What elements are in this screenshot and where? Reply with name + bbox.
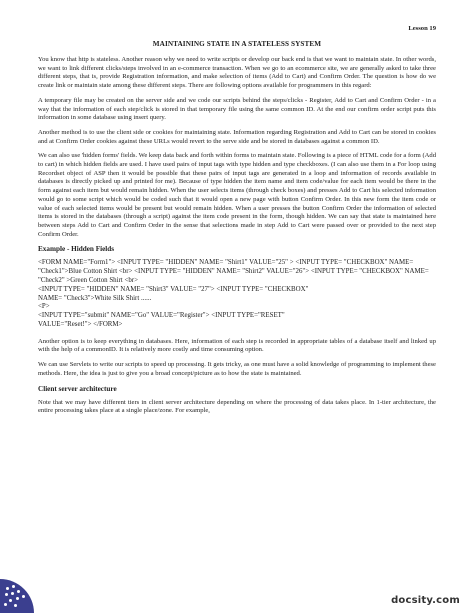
paragraph-cookies: Another method is to use the client side or cookies for maintaining state. Information regarding Registration and Add to Cart can be stored in cookies and at Confirm Order cookies against these URLs would revert to the serve side and be stored in databases against a common ID.	[38, 128, 436, 145]
page-title: MAINTAINING STATE IN A STATELESS SYSTEM	[152, 40, 322, 48]
paragraph-client-server: Note that we may have different tiers in client server architecture depending on where the processing of data takes place. In 1-tier architecture, the entire processing takes place at a single place/zone. For example,	[38, 398, 436, 415]
code-line: NAME= "Check3">White Silk Shirt ......	[38, 294, 152, 302]
docsity-watermark[interactable]: docsity.com	[391, 595, 460, 606]
code-example	[38, 259, 436, 329]
docsity-logo-icon	[0, 579, 34, 613]
code-line: <P>	[38, 303, 50, 311]
example-heading: Example - Hidden Fields	[38, 245, 115, 254]
paragraph-databases: Another option is to keep everything in databases. Here, information of each step is recorded in appropriate tables of a database itself and linked up with the help of a commonID. It is relatively more costly and time consuming option.	[38, 337, 436, 354]
code-line: <INPUT TYPE="submit" NAME="Go" VALUE="Register"> <INPUT TYPE="RESET"	[38, 312, 285, 320]
paragraph-temp-file: A temporary file may be created on the server side and we code our scripts behind the steps/clicks - Register, Add to Cart and Confirm Order - in a way that the information of each step/click is stored in that temporary file using the same common ID. At the end our confirm order script puts this information in some database using insert query.	[38, 96, 436, 122]
code-line: VALUE="Reset!"> </FORM>	[38, 320, 123, 328]
paragraph-hidden-forms: We can also use 'hidden forms' fields. We keep data back and forth within forms to maintain state. Following is a piece of HTML code for a form (Add to cart) in which hidden fields are used. I have used pairs of input tags with type hidden and type checkboxes. (I can also use them in a For loop using Recordset object of ASP then it would be possible that these pairs of input tags are generated in a loop and information of records available in databases is directly picked up and printed for me). Because of type hidden the item name and item code/value for each item would be there in the form against each item but would remain hidden. When the user selects items (through check boxes) and presses Add to Cart his selected information would go to some script which would be coded such that it would open a new page with button Confirm Order. In this new form the item code or value of each selected items would be present but would remain hidden. When a user presses the button Confirm Order the information of selected items is stored in the databases (through a script) against the item code present in the form, though hidden. We can say that state is maintained here between steps Add to Cart and Confirm Order in the sense that selections made in step Add to Cart were passed over or provided to the next step Confirm Order.	[38, 152, 436, 238]
paragraph-intro: You know that http is stateless. Another reason why we need to write scripts or develop our back end is that we want to maintain state. In other words, we want to link different clicks/steps involved in an e-commerce transaction. When we go to an ecommerce site, we are generally asked to take three different steps, that is, provide Registration information, and make selection of items (Add to Cart) and Confirm Order. The question is how do we create link or maintain state among these different steps. There are following options available for programmers in this regard:	[38, 56, 436, 90]
section-heading: Client server architecture	[38, 384, 117, 393]
paragraph-servlets: We can use Servlets to write our scripts to speed up processing. It gets tricky, as one must have a solid knowledge of programming to implement these methods. Here, the idea is just to give you a broad concept/picture as to how the state is maintained.	[38, 361, 436, 377]
code-line: <FORM NAME="Form1"> <INPUT TYPE= "HIDDEN" NAME= "Shirt1" VALUE="25" > <INPUT TYPE= "CHECKBOX" NAME= "Check1">Blue Cotton Shirt <br> <INPUT TYPE= "HIDDEN" NAME= "Shirt2" VALUE="26"> <INPUT TYPE= "CHECKBOX" NAME= "Check2" >Green Cotton Shirt <br>	[38, 259, 431, 284]
lesson-number: Lesson 19	[408, 25, 436, 32]
document-page	[38, 30, 436, 422]
code-line: <INPUT TYPE= "HIDDEN" NAME= "Shirt3" VALUE= "27"> <INPUT TYPE= "CHECKBOX"	[38, 285, 309, 293]
